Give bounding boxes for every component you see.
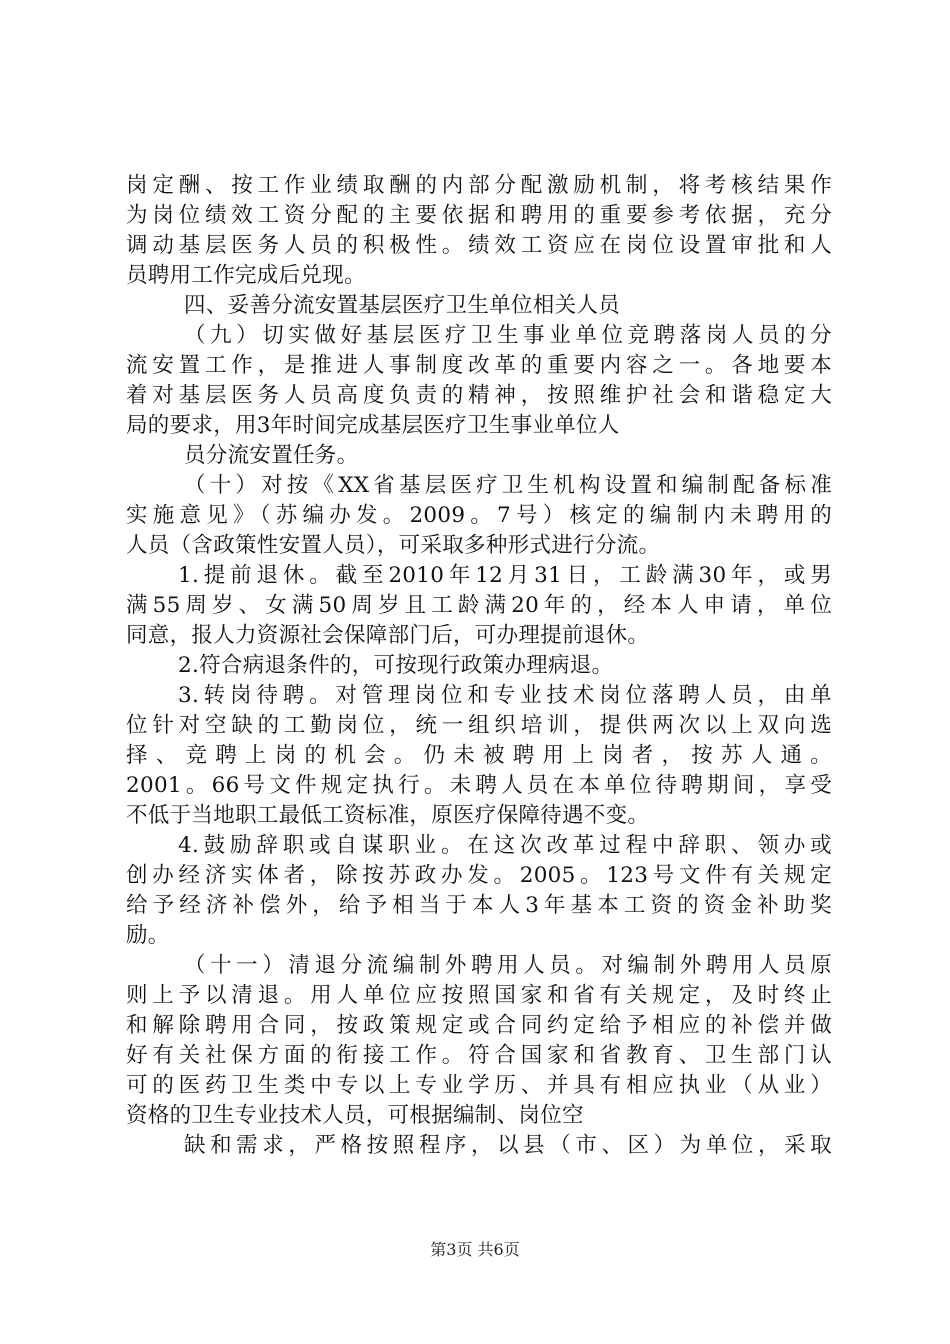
- text-line: 同意，报人力资源社会保障部门后，可办理提前退休。: [126, 623, 650, 648]
- text-line: （十一）清退分流编制外聘用人员。对编制外聘用人员原: [184, 953, 832, 978]
- text-line: 实施意见》（苏编办发。2009。7号）核定的编制内未聘用的: [126, 503, 832, 528]
- text-line: 2001。66号文件规定执行。未聘人员在本单位待聘期间，享受: [126, 773, 832, 798]
- section-heading: 四、妥善分流安置基层医疗卫生单位相关人员: [184, 293, 621, 318]
- text-line: 和解除聘用合同，按政策规定或合同约定给予相应的补偿并做: [126, 1013, 832, 1038]
- text-line: （十）对按《XX省基层医疗卫生机构设置和编制配备标准: [184, 473, 832, 498]
- text-line: 好有关社保方面的衔接工作。符合国家和省教育、卫生部门认: [126, 1043, 832, 1068]
- text-line: 创办经济实体者，除按苏政办发。2005。123号文件有关规定: [126, 863, 832, 888]
- text-line: 位针对空缺的工勤岗位，统一组织培训，提供两次以上双向选: [126, 713, 832, 738]
- text-line: 2.符合病退条件的，可按现行政策办理病退。: [178, 653, 614, 678]
- text-line: 可的医药卫生类中专以上专业学历、并具有相应执业（从业）: [126, 1073, 832, 1098]
- text-line: 人员（含政策性安置人员），可采取多种形式进行分流。: [126, 533, 661, 558]
- text-line: 则上予以清退。用人单位应按照国家和省有关规定，及时终止: [126, 983, 832, 1008]
- text-line: 1.提前退休。截至2010年12月31日，工龄满30年，或男: [178, 563, 832, 588]
- text-line: 4.鼓励辞职或自谋职业。在这次改革过程中辞职、领办或: [178, 833, 832, 858]
- text-line: 局的要求，用3年时间完成基层医疗卫生事业单位人: [126, 413, 620, 438]
- text-line: 3.转岗待聘。对管理岗位和专业技术岗位落聘人员，由单: [178, 683, 832, 708]
- text-line: 励。: [126, 923, 170, 948]
- text-line: 员分流安置任务。: [184, 443, 359, 468]
- text-line: 为岗位绩效工资分配的主要依据和聘用的重要参考依据，充分: [126, 203, 832, 228]
- text-line: 不低于当地职工最低工资标准，原医疗保障待遇不变。: [126, 803, 650, 828]
- text-line: 缺和需求，严格按照程序，以县（市、区）为单位，采取: [184, 1133, 832, 1158]
- text-line: 流安置工作，是推进人事制度改革的重要内容之一。各地要本: [126, 353, 832, 378]
- text-line: （九）切实做好基层医疗卫生事业单位竞聘落岗人员的分: [184, 323, 832, 348]
- text-line: 给予经济补偿外，给予相当于本人3年基本工资的资金补助奖: [126, 893, 832, 918]
- text-line: 调动基层医务人员的积极性。绩效工资应在岗位设置审批和人: [126, 233, 832, 258]
- text-line: 资格的卫生专业技术人员，可根据编制、岗位空: [126, 1103, 584, 1128]
- body-text: [126, 171, 832, 1161]
- text-line: 着对基层医务人员高度负责的精神，按照维护社会和谐稳定大: [126, 383, 832, 408]
- text-line: 满55周岁、女满50周岁且工龄满20年的，经本人申请，单位: [126, 593, 832, 618]
- text-line: 岗定酬、按工作业绩取酬的内部分配激励机制，将考核结果作: [126, 173, 832, 198]
- text-line: 员聘用工作完成后兑现。: [126, 263, 366, 288]
- text-line: 择、竞聘上岗的机会。仍未被聘用上岗者，按苏人通。: [126, 743, 832, 768]
- page-number-footer: 第3页 共6页: [430, 1240, 520, 1259]
